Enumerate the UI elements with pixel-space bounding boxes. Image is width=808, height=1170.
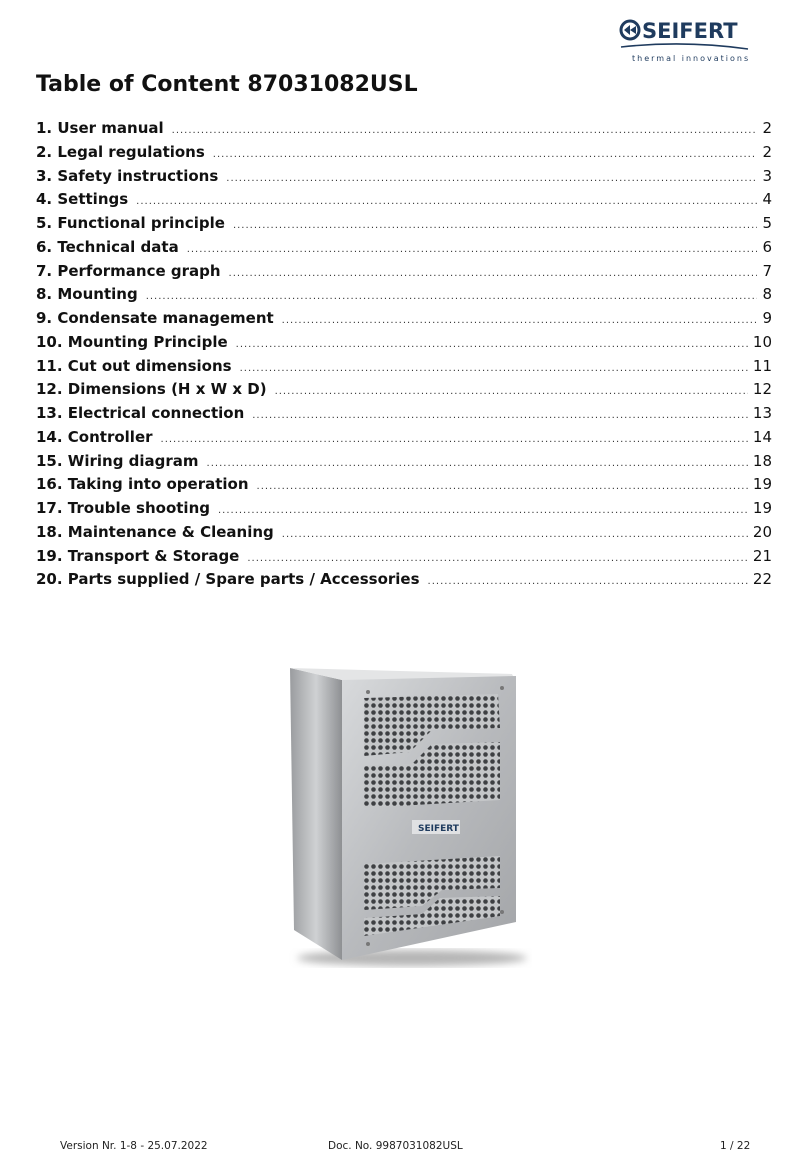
toc-entry-label: 9. Condensate management [36,309,274,327]
toc-entry[interactable] [36,474,772,498]
toc-entry[interactable] [36,308,772,332]
toc-entry-page: 9 [762,309,772,327]
toc-entry-label: 16. Taking into operation [36,475,249,494]
toc-entry-label: 5. Functional principle [36,214,225,232]
seifert-logo [618,16,752,66]
toc-entry[interactable] [36,569,772,593]
logo-tagline: thermal innovations [632,54,751,63]
toc-leader-dots [207,454,748,474]
toc-entry[interactable] [36,498,772,522]
toc-entry[interactable] [36,379,772,403]
toc-entry-page: 22 [752,570,772,589]
toc-entry-label: 4. Settings [36,190,129,209]
toc-leader-dots [252,406,748,426]
toc-entry[interactable] [36,213,772,237]
toc-entry-label: 20. Parts supplied / Spare parts / Accessories [36,570,420,589]
toc-leader-dots [213,145,758,165]
toc-entry-page: 14 [752,427,772,446]
toc-entry-page: 7 [762,261,772,280]
toc-leader-dots [226,169,757,189]
page-title: Table of Content 87031082USL [36,72,418,97]
footer-version: Version Nr. 1-8 - 25.07.2022 [60,1140,208,1152]
toc-entry[interactable] [36,284,772,308]
toc-entry[interactable] [36,189,772,213]
toc-leader-dots [282,311,758,331]
toc-entry[interactable] [36,142,772,166]
toc-entry-page: 6 [762,237,772,256]
toc-entry[interactable] [36,237,772,261]
toc-entry-label: 6. Technical data [36,237,179,256]
toc-leader-dots [229,264,758,284]
toc-leader-dots [247,549,748,569]
toc-entry-page: 12 [752,380,772,399]
toc-leader-dots [257,477,748,497]
toc-entry[interactable] [36,546,772,570]
toc-entry-label: 12. Dimensions (H x W x D) [36,380,267,399]
product-image [272,660,532,970]
toc-entry-label: 15. Wiring diagram [36,451,199,470]
toc-entry-page: 4 [762,190,772,209]
toc-entry-label: 18. Maintenance & Cleaning [36,522,274,541]
toc-leader-dots [161,430,748,450]
toc-entry-page: 3 [762,166,772,185]
toc-entry-page: 5 [762,214,772,232]
toc-entry[interactable] [36,166,772,190]
toc-leader-dots [136,192,757,212]
product-badge: SEIFERT [418,824,459,834]
toc-entry[interactable] [36,427,772,451]
toc-entry-page: 18 [752,451,772,470]
toc-entry-label: 8. Mounting [36,285,138,304]
logo-brand-text: SEIFERT [642,19,738,43]
toc-entry-page: 20 [752,522,772,541]
toc-entry-page: 11 [752,356,772,375]
toc-entry-page: 21 [752,546,772,565]
toc-entry-label: 14. Controller [36,427,153,446]
table-of-contents [36,118,772,593]
toc-leader-dots [233,216,758,236]
toc-entry-page: 2 [762,119,772,137]
toc-entry-label: 7. Performance graph [36,261,221,280]
toc-entry-label: 2. Legal regulations [36,142,205,161]
toc-entry-page: 2 [762,142,772,161]
toc-entry[interactable] [36,118,772,142]
toc-entry-label: 19. Transport & Storage [36,546,240,565]
footer-page-number: 1 / 22 [720,1140,751,1152]
toc-entry[interactable] [36,261,772,285]
toc-leader-dots [146,287,758,307]
toc-entry-page: 13 [752,404,772,422]
toc-leader-dots [275,382,748,402]
toc-leader-dots [240,359,748,379]
toc-entry-label: 3. Safety instructions [36,166,219,185]
toc-entry-label: 11. Cut out dimensions [36,356,232,375]
toc-entry-label: 17. Trouble shooting [36,499,210,517]
toc-entry[interactable] [36,522,772,546]
toc-entry-page: 8 [762,285,772,304]
toc-leader-dots [172,121,758,141]
toc-leader-dots [282,525,748,545]
toc-entry-label: 13. Electrical connection [36,404,245,422]
toc-leader-dots [187,240,758,260]
toc-leader-dots [236,335,748,355]
toc-leader-dots [218,501,748,521]
toc-entry-page: 10 [752,332,772,351]
toc-entry[interactable] [36,356,772,380]
toc-entry-label: 10. Mounting Principle [36,332,228,351]
toc-entry[interactable] [36,451,772,475]
toc-leader-dots [428,572,748,592]
toc-entry-page: 19 [752,499,772,517]
toc-entry[interactable] [36,332,772,356]
toc-entry-page: 19 [752,475,772,494]
toc-entry[interactable] [36,403,772,427]
footer-doc-number: Doc. No. 9987031082USL [328,1140,463,1152]
toc-entry-label: 1. User manual [36,119,164,137]
